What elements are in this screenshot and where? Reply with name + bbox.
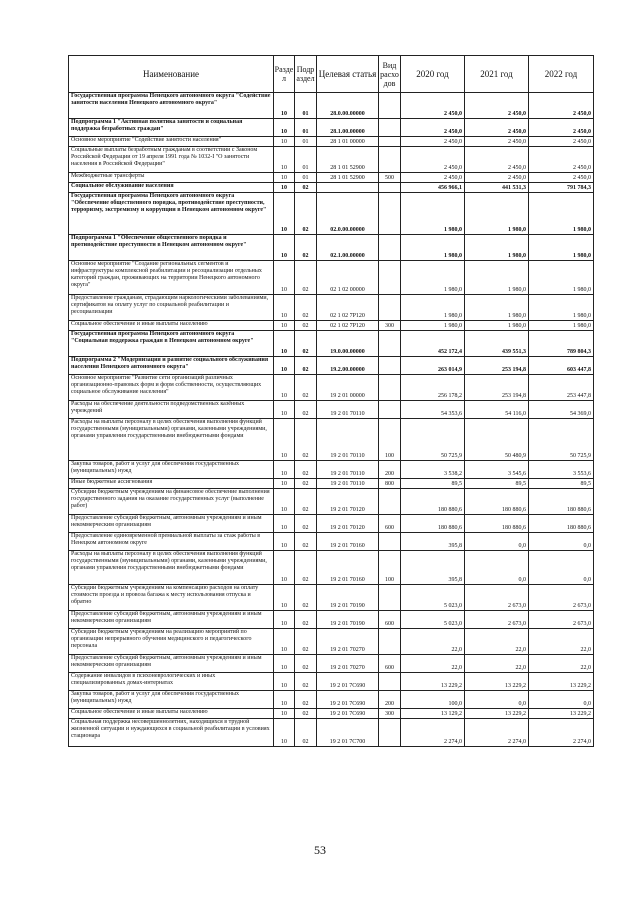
row-value-2021: 2 450,0 [465, 173, 529, 183]
row-value-2020: 89,5 [401, 479, 465, 489]
row-name: Социальная поддержка несовершеннолетних, находящихся в трудной жизненной ситуации и нуждающихся в социальной реабилитации в условиях стационара [69, 719, 274, 747]
row-expense-type [379, 147, 401, 173]
row-target: 19 2 01 70110 [317, 479, 379, 489]
row-expense-type [379, 673, 401, 691]
table-row [69, 119, 594, 137]
row-name: Предоставление единовременной премиальной выплаты за стаж работы в Ненецком автономном округе [69, 533, 274, 551]
row-value-2022: 2 450,0 [529, 147, 594, 173]
row-value-2021: 2 673,0 [465, 611, 529, 629]
row-value-2022: 253 447,8 [529, 375, 594, 401]
row-section: 10 [274, 173, 295, 183]
row-section: 10 [274, 709, 295, 719]
table-row [69, 93, 594, 119]
row-name: Предоставление субсидий бюджетным, автономным учреждениям и иным некоммерческим организациям [69, 655, 274, 673]
table-row [69, 375, 594, 401]
row-value-2020: 1 980,0 [401, 321, 465, 331]
row-subsection: 02 [295, 551, 317, 585]
row-name: Предоставление гражданам, страдающим наркологическими заболеваниями, сертификатов на оплату услуг по социальной реабилитации и ресоциализации [69, 295, 274, 321]
row-subsection: 02 [295, 183, 317, 193]
row-value-2022: 2 450,0 [529, 173, 594, 183]
row-name: Предоставление субсидий бюджетным, автономным учреждениям и иным некоммерческим организациям [69, 515, 274, 533]
row-section: 10 [274, 655, 295, 673]
row-name: Социальное обеспечение и иные выплаты населению [69, 321, 274, 331]
table-row [69, 515, 594, 533]
row-subsection: 01 [295, 147, 317, 173]
row-name: Основное мероприятие "Содействие занятости населения" [69, 137, 274, 147]
row-section: 10 [274, 419, 295, 461]
row-expense-type [379, 401, 401, 419]
row-section: 10 [274, 321, 295, 331]
row-value-2020: 263 014,9 [401, 357, 465, 375]
row-subsection: 02 [295, 357, 317, 375]
row-target: 19 2 01 70120 [317, 515, 379, 533]
row-value-2020: 180 880,6 [401, 515, 465, 533]
row-value-2022: 2 673,0 [529, 585, 594, 611]
row-expense-type [379, 93, 401, 119]
row-value-2022: 2 673,0 [529, 611, 594, 629]
table-row [69, 419, 594, 461]
row-name: Основное мероприятие "Развитие сети организаций различных организационно-правовых форм и форм собственности, осуществляющих социальное обслуживание населения" [69, 375, 274, 401]
row-subsection: 02 [295, 461, 317, 479]
row-value-2020: 1 980,0 [401, 295, 465, 321]
row-value-2020: 2 450,0 [401, 147, 465, 173]
row-subsection: 02 [295, 331, 317, 357]
row-target: 19 2 01 70110 [317, 461, 379, 479]
row-name: Социальное обслуживание населения [69, 183, 274, 193]
row-value-2020: 22,0 [401, 629, 465, 655]
row-subsection: 02 [295, 295, 317, 321]
page-number: 53 [314, 843, 326, 857]
row-target: 19 2 01 70120 [317, 489, 379, 515]
row-target: 28.0.00.00000 [317, 93, 379, 119]
row-value-2022: 2 450,0 [529, 137, 594, 147]
table-body [69, 93, 594, 747]
row-name: Расходы на выплаты персоналу в целях обеспечения выполнения функций государственными (муниципальными) органами, казенными учреждениями, органами управления государственными внебюджетными фондами [69, 551, 274, 585]
row-target: 19 2 01 70110 [317, 401, 379, 419]
row-name: Субсидии бюджетным учреждениям на финансовое обеспечение выполнения государственного задания на оказание государственных услуг (выполнение работ) [69, 489, 274, 515]
row-expense-type [379, 119, 401, 137]
row-value-2022: 0,0 [529, 533, 594, 551]
row-name: Государственная программа Ненецкого автономного округа "Обеспечение общественного порядка, противодействие преступности, терроризму, экстремизму и коррупции в Ненецком автономном округе" [69, 193, 274, 235]
row-subsection: 01 [295, 93, 317, 119]
row-value-2022: 50 725,9 [529, 419, 594, 461]
row-value-2021: 1 980,0 [465, 193, 529, 235]
row-value-2020: 2 450,0 [401, 93, 465, 119]
row-target: 28 1 01 00000 [317, 137, 379, 147]
row-target: 02 1 02 7Р120 [317, 295, 379, 321]
row-value-2022: 0,0 [529, 551, 594, 585]
row-subsection: 02 [295, 193, 317, 235]
row-target: 19 2 01 70270 [317, 629, 379, 655]
row-section: 10 [274, 533, 295, 551]
row-subsection: 02 [295, 673, 317, 691]
row-name: Государственная программа Ненецкого автономного округа "Социальная поддержка граждан в Ненецком автономном округе" [69, 331, 274, 357]
row-subsection: 02 [295, 629, 317, 655]
row-value-2020: 13 129,2 [401, 709, 465, 719]
row-subsection: 02 [295, 261, 317, 295]
row-section: 10 [274, 401, 295, 419]
row-value-2022: 22,0 [529, 655, 594, 673]
row-name: Расходы на выплаты персоналу в целях обеспечения выполнения функций государственными (муниципальными) органами, казенными учреждениями, органами управления государственными внебюджетными фондами [69, 419, 274, 461]
row-target: 28.1.00.00000 [317, 119, 379, 137]
row-value-2020: 395,8 [401, 533, 465, 551]
row-value-2020: 1 980,0 [401, 235, 465, 261]
row-expense-type [379, 489, 401, 515]
row-section: 10 [274, 183, 295, 193]
table-row [69, 137, 594, 147]
table-row [69, 551, 594, 585]
row-name: Субсидии бюджетным учреждениям на компенсацию расходов на оплату стоимости проезда и провоза багажа к месту использования отпуска и обратно [69, 585, 274, 611]
row-expense-type: 600 [379, 515, 401, 533]
header-target: Целевая статья [317, 56, 379, 93]
row-value-2021: 0,0 [465, 551, 529, 585]
table-row [69, 479, 594, 489]
row-section: 10 [274, 611, 295, 629]
row-value-2022: 89,5 [529, 479, 594, 489]
row-target: 02 1 02 7Р120 [317, 321, 379, 331]
row-value-2020: 395,8 [401, 551, 465, 585]
row-subsection: 02 [295, 401, 317, 419]
row-value-2021: 1 980,0 [465, 235, 529, 261]
row-name: Подпрограмма 1 "Активная политика занятости и социальная поддержка безработных граждан" [69, 119, 274, 137]
row-value-2020: 2 274,0 [401, 719, 465, 747]
row-section: 10 [274, 375, 295, 401]
row-section: 10 [274, 357, 295, 375]
row-value-2020: 456 966,1 [401, 183, 465, 193]
row-expense-type [379, 629, 401, 655]
table-row [69, 261, 594, 295]
table-row [69, 183, 594, 193]
row-subsection: 02 [295, 691, 317, 709]
row-expense-type: 800 [379, 479, 401, 489]
row-value-2021: 1 980,0 [465, 295, 529, 321]
row-expense-type: 600 [379, 655, 401, 673]
row-section: 10 [274, 93, 295, 119]
row-value-2021: 439 551,3 [465, 331, 529, 357]
table-row [69, 193, 594, 235]
row-target: 19 2 01 70160 [317, 533, 379, 551]
row-value-2021: 22,0 [465, 655, 529, 673]
row-expense-type: 600 [379, 611, 401, 629]
row-section: 10 [274, 295, 295, 321]
row-subsection: 02 [295, 719, 317, 747]
row-section: 10 [274, 515, 295, 533]
row-expense-type [379, 375, 401, 401]
row-subsection: 02 [295, 585, 317, 611]
table-row [69, 629, 594, 655]
row-expense-type: 500 [379, 173, 401, 183]
row-value-2020: 2 450,0 [401, 137, 465, 147]
row-value-2020: 1 980,0 [401, 261, 465, 295]
row-section: 10 [274, 585, 295, 611]
row-value-2020: 2 450,0 [401, 173, 465, 183]
table-row [69, 357, 594, 375]
budget-table [68, 55, 594, 747]
row-expense-type [379, 137, 401, 147]
row-value-2021: 50 480,9 [465, 419, 529, 461]
row-value-2020: 3 538,2 [401, 461, 465, 479]
row-name: Закупка товаров, работ и услуг для обеспечения государственных (муниципальных) нужд [69, 461, 274, 479]
row-target: 19 2 01 7С700 [317, 719, 379, 747]
row-value-2022: 791 784,3 [529, 183, 594, 193]
row-section: 10 [274, 193, 295, 235]
row-subsection: 02 [295, 235, 317, 261]
row-value-2021: 2 450,0 [465, 93, 529, 119]
row-value-2022: 13 229,2 [529, 673, 594, 691]
row-value-2020: 256 178,2 [401, 375, 465, 401]
row-value-2022: 789 804,3 [529, 331, 594, 357]
row-name: Субсидии бюджетным учреждениям на реализацию мероприятий по организации непрерывного обучения медицинского и педагогического персонала [69, 629, 274, 655]
row-expense-type: 100 [379, 419, 401, 461]
row-name: Социальные выплаты безработным гражданам в соответствии с Законом Российской Федерации от 19 апреля 1991 года № 1032-I "О занятости населения в Российской Федерации" [69, 147, 274, 173]
row-target [317, 183, 379, 193]
table-row [69, 461, 594, 479]
header-2021: 2021 год [465, 56, 529, 93]
row-value-2021: 89,5 [465, 479, 529, 489]
row-expense-type [379, 193, 401, 235]
row-value-2022: 22,0 [529, 629, 594, 655]
row-value-2021: 441 531,3 [465, 183, 529, 193]
budget-table-sheet [68, 55, 593, 747]
table-row [69, 533, 594, 551]
row-expense-type [379, 331, 401, 357]
row-value-2022: 1 980,0 [529, 261, 594, 295]
row-value-2021: 2 673,0 [465, 585, 529, 611]
row-section: 10 [274, 489, 295, 515]
row-target: 19 2 01 7С690 [317, 673, 379, 691]
header-subsection: Подр аздел [295, 56, 317, 93]
header-expense-type: Вид расхо дов [379, 56, 401, 93]
row-target: 28 1 01 52900 [317, 173, 379, 183]
row-target: 19 2 01 70190 [317, 585, 379, 611]
table-row [69, 173, 594, 183]
table-row [69, 235, 594, 261]
header-2022: 2022 год [529, 56, 594, 93]
row-value-2021: 54 116,0 [465, 401, 529, 419]
row-section: 10 [274, 551, 295, 585]
row-value-2022: 1 980,0 [529, 321, 594, 331]
row-name: Расходы на обеспечение деятельности подведомственных казённых учреждений [69, 401, 274, 419]
row-subsection: 02 [295, 515, 317, 533]
row-target: 19 2 01 7С690 [317, 709, 379, 719]
row-value-2021: 2 450,0 [465, 147, 529, 173]
row-value-2021: 180 880,6 [465, 515, 529, 533]
row-value-2022: 603 447,8 [529, 357, 594, 375]
row-expense-type [379, 585, 401, 611]
row-expense-type [379, 235, 401, 261]
row-subsection: 02 [295, 655, 317, 673]
row-subsection: 02 [295, 489, 317, 515]
row-subsection: 02 [295, 709, 317, 719]
row-subsection: 01 [295, 173, 317, 183]
row-expense-type: 300 [379, 709, 401, 719]
row-value-2020: 22,0 [401, 655, 465, 673]
row-subsection: 02 [295, 321, 317, 331]
row-section: 10 [274, 461, 295, 479]
row-target: 19 2 01 70110 [317, 419, 379, 461]
row-target: 19.2.00.00000 [317, 357, 379, 375]
row-name: Социальное обеспечение и иные выплаты населению [69, 709, 274, 719]
row-section: 10 [274, 137, 295, 147]
row-value-2021: 1 980,0 [465, 261, 529, 295]
row-value-2020: 452 172,4 [401, 331, 465, 357]
row-value-2021: 253 194,8 [465, 357, 529, 375]
row-name: Государственная программа Ненецкого автономного округа "Содействие занятости населения Ненецкого автономного округа" [69, 93, 274, 119]
row-expense-type [379, 261, 401, 295]
row-target: 02 1 02 00000 [317, 261, 379, 295]
row-value-2021: 1 980,0 [465, 321, 529, 331]
row-value-2021: 0,0 [465, 533, 529, 551]
row-expense-type [379, 719, 401, 747]
row-expense-type: 200 [379, 461, 401, 479]
row-value-2021: 3 545,6 [465, 461, 529, 479]
table-row [69, 709, 594, 719]
row-subsection: 02 [295, 611, 317, 629]
table-row [69, 719, 594, 747]
row-value-2021: 13 229,2 [465, 673, 529, 691]
row-section: 10 [274, 629, 295, 655]
row-name: Содержание инвалидов в психоневрологических и иных специализированных домах-интернатах [69, 673, 274, 691]
row-value-2021: 13 229,2 [465, 709, 529, 719]
row-value-2022: 13 229,2 [529, 709, 594, 719]
row-value-2020: 100,0 [401, 691, 465, 709]
table-row [69, 295, 594, 321]
row-value-2020: 2 450,0 [401, 119, 465, 137]
row-value-2020: 5 023,0 [401, 611, 465, 629]
row-target: 19 2 01 00000 [317, 375, 379, 401]
header-name: Наименование [69, 56, 274, 93]
row-section: 10 [274, 479, 295, 489]
row-value-2021: 2 274,0 [465, 719, 529, 747]
row-expense-type: 300 [379, 321, 401, 331]
table-row [69, 321, 594, 331]
row-expense-type: 200 [379, 691, 401, 709]
table-row [69, 691, 594, 709]
row-value-2022: 1 980,0 [529, 235, 594, 261]
row-target: 28 1 01 52900 [317, 147, 379, 173]
row-value-2021: 2 450,0 [465, 119, 529, 137]
row-name: Иные бюджетные ассигнования [69, 479, 274, 489]
row-target: 19 2 01 70270 [317, 655, 379, 673]
table-row [69, 611, 594, 629]
row-subsection: 02 [295, 533, 317, 551]
row-subsection: 01 [295, 137, 317, 147]
row-section: 10 [274, 119, 295, 137]
row-target: 19.0.00.00000 [317, 331, 379, 357]
row-name: Предоставление субсидий бюджетным, автономным учреждениям и иным некоммерческим организациям [69, 611, 274, 629]
row-subsection: 02 [295, 375, 317, 401]
row-target: 02.0.00.00000 [317, 193, 379, 235]
row-target: 02.1.00.00000 [317, 235, 379, 261]
table-row [69, 331, 594, 357]
row-section: 10 [274, 673, 295, 691]
row-value-2021: 0,0 [465, 691, 529, 709]
row-value-2022: 3 553,6 [529, 461, 594, 479]
row-name: Закупка товаров, работ и услуг для обеспечения государственных (муниципальных) нужд [69, 691, 274, 709]
table-row [69, 401, 594, 419]
row-value-2020: 50 725,9 [401, 419, 465, 461]
row-value-2022: 2 450,0 [529, 119, 594, 137]
row-subsection: 02 [295, 479, 317, 489]
row-expense-type [379, 533, 401, 551]
table-header-row [69, 56, 594, 93]
row-target: 19 2 01 70160 [317, 551, 379, 585]
row-target: 19 2 01 70190 [317, 611, 379, 629]
row-value-2022: 1 980,0 [529, 295, 594, 321]
row-name: Подпрограмма 2 "Модернизация и развитие социального обслуживания населения Ненецкого автономного округа" [69, 357, 274, 375]
row-expense-type [379, 295, 401, 321]
row-value-2021: 253 194,8 [465, 375, 529, 401]
table-row [69, 147, 594, 173]
row-value-2022: 180 880,6 [529, 489, 594, 515]
row-value-2020: 13 229,2 [401, 673, 465, 691]
row-section: 10 [274, 691, 295, 709]
row-name: Подпрограмма 1 "Обеспечение общественного порядка и противодействие преступности в Ненецком автономном округе" [69, 235, 274, 261]
row-expense-type: 100 [379, 551, 401, 585]
row-section: 10 [274, 235, 295, 261]
row-value-2022: 54 369,0 [529, 401, 594, 419]
row-name: Межбюджетные трансферты [69, 173, 274, 183]
row-value-2022: 2 450,0 [529, 93, 594, 119]
row-value-2020: 180 880,6 [401, 489, 465, 515]
row-section: 10 [274, 261, 295, 295]
row-value-2022: 180 880,6 [529, 515, 594, 533]
table-row [69, 655, 594, 673]
row-value-2020: 1 980,0 [401, 193, 465, 235]
row-value-2021: 22,0 [465, 629, 529, 655]
header-2020: 2020 год [401, 56, 465, 93]
row-name: Основное мероприятие "Создание региональных сегментов и инфраструктуры комплексной реабилитации и ресоциализации отдельных категорий граждан, проживающих на территории Ненецкого автономного округа" [69, 261, 274, 295]
table-row [69, 673, 594, 691]
row-expense-type [379, 183, 401, 193]
row-section: 10 [274, 719, 295, 747]
header-section: Разде л [274, 56, 295, 93]
row-value-2021: 2 450,0 [465, 137, 529, 147]
row-value-2021: 180 880,6 [465, 489, 529, 515]
row-section: 10 [274, 331, 295, 357]
table-row [69, 585, 594, 611]
row-value-2022: 1 980,0 [529, 193, 594, 235]
row-value-2020: 5 023,0 [401, 585, 465, 611]
row-subsection: 02 [295, 419, 317, 461]
row-section: 10 [274, 147, 295, 173]
row-value-2020: 54 353,6 [401, 401, 465, 419]
row-subsection: 01 [295, 119, 317, 137]
row-target: 19 2 01 7С690 [317, 691, 379, 709]
row-expense-type [379, 357, 401, 375]
table-row [69, 489, 594, 515]
row-value-2022: 2 274,0 [529, 719, 594, 747]
row-value-2022: 0,0 [529, 691, 594, 709]
